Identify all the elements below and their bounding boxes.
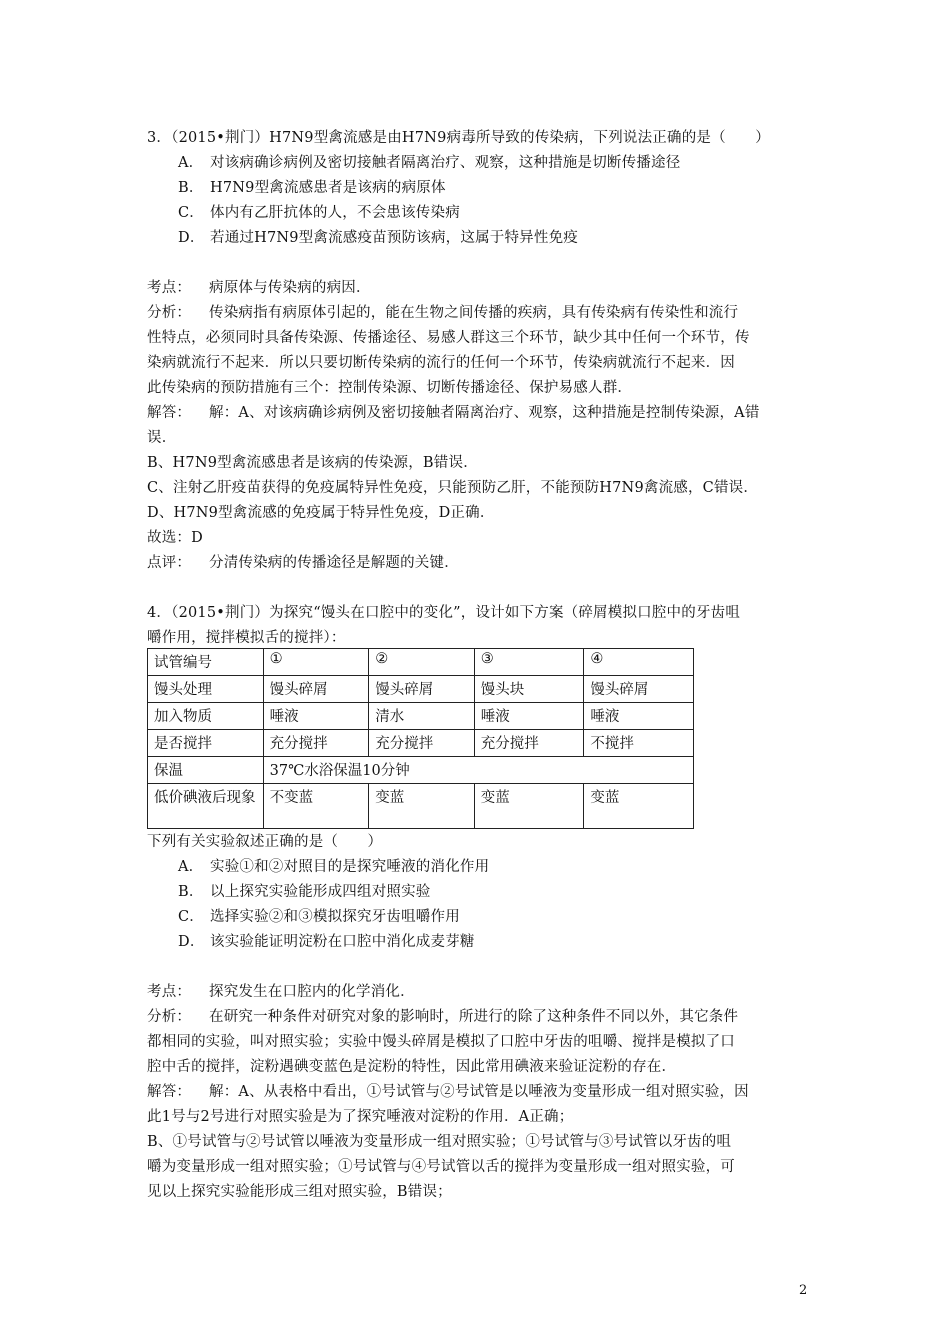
table-cell: 馒头碎屑 (369, 676, 475, 703)
kaodian-text: 探究发生在口腔内的化学消化． (209, 984, 415, 1000)
jieda-line: 解：A、对该病确诊病例及密切接触者隔离治疗、观察，这种措施是控制传染源，A错 (209, 405, 760, 421)
dianping-label: 点评： (147, 555, 192, 571)
jieda-line: 故选：D (147, 530, 203, 546)
table-cell: 充分搅拌 (369, 730, 475, 757)
fenxi-line: 传染病指有病原体引起的，能在生物之间传播的疾病，具有传染病有传染性和流行 (209, 305, 739, 321)
table-cell: 馒头块 (474, 676, 584, 703)
table-cell: ① (263, 649, 369, 676)
jieda-line: B、①号试管与②号试管以唾液为变量形成一组对照实验；①号试管与③号试管以牙齿的咀 (147, 1134, 732, 1150)
table-cell: 变蓝 (584, 784, 694, 829)
jieda-line: B、H7N9型禽流感患者是该病的传染源，B错误． (147, 455, 478, 471)
fenxi-line: 性特点，必须同时具备传染源、传播途径、易感人群这三个环节，缺少其中任何一个环节，传 (147, 330, 750, 346)
q3-option-c (178, 203, 460, 223)
option-label: D． (178, 934, 205, 950)
table-cell: 清水 (369, 703, 475, 730)
table-row (148, 784, 694, 829)
table-cell: 37℃水浴保温10分钟 (263, 757, 693, 784)
option-text: 以上探究实验能形成四组对照实验 (210, 884, 431, 900)
option-text: 对该病确诊病例及密切接触者隔离治疗、观察，这种措施是切断传播途径 (210, 155, 681, 171)
page-number: 2 (799, 1283, 808, 1298)
q4-stem: 嚼作用，搅拌模拟舌的搅拌）： (147, 630, 346, 646)
jieda-line: 误． (147, 430, 177, 446)
option-label: D． (178, 230, 205, 246)
jieda-line: 见以上探究实验能形成三组对照实验，B错误； (147, 1184, 452, 1200)
table-cell: 唾液 (584, 703, 694, 730)
option-label: C． (178, 205, 204, 221)
table-cell: 保温 (148, 757, 264, 784)
q4-kaodian (147, 982, 415, 1002)
option-text: 选择实验②和③模拟探究牙齿咀嚼作用 (210, 909, 460, 925)
q4-jieda (147, 1082, 749, 1102)
option-text: H7N9型禽流感患者是该病的病原体 (210, 180, 446, 196)
experiment-table (147, 648, 694, 829)
jieda-line: 此1号与2号进行对照实验是为了探究唾液对淀粉的作用．A正确； (147, 1109, 574, 1125)
fenxi-line: 都相同的实验，叫对照实验；实验中馒头碎屑是模拟了口腔中牙齿的咀嚼、搅拌是模拟了口 (147, 1034, 735, 1050)
table-cell: 是否搅拌 (148, 730, 264, 757)
option-label: B． (178, 180, 204, 196)
q4-option-b (178, 882, 431, 902)
table-cell: 不搅拌 (584, 730, 694, 757)
option-label: C． (178, 909, 204, 925)
q4-option-c (178, 907, 460, 927)
option-label: B． (178, 884, 204, 900)
table-cell: 馒头处理 (148, 676, 264, 703)
fenxi-line: 腔中舌的搅拌，淀粉遇碘变蓝色是淀粉的特性，因此常用碘液来验证淀粉的存在． (147, 1059, 677, 1075)
table-cell: 不变蓝 (263, 784, 369, 829)
option-text: 体内有乙肝抗体的人，不会患该传染病 (210, 205, 460, 221)
jieda-line: 嚼为变量形成一组对照实验；①号试管与④号试管以舌的搅拌为变量形成一组对照实验，可 (147, 1159, 735, 1175)
q4-option-a (178, 857, 489, 877)
table-cell: 变蓝 (369, 784, 475, 829)
table-cell: 唾液 (263, 703, 369, 730)
q3-stem: 3．（2015•荆门）H7N9型禽流感是由H7N9病毒所导致的传染病，下列说法正确的是（ ） (147, 130, 770, 146)
fenxi-label: 分析： (147, 305, 192, 321)
jieda-label: 解答： (147, 1084, 192, 1100)
jieda-label: 解答： (147, 405, 192, 421)
q3-dianping (147, 553, 459, 573)
q3-option-b (178, 178, 446, 198)
table-cell: 馒头碎屑 (584, 676, 694, 703)
jieda-line: 解：A、从表格中看出，①号试管与②号试管是以唾液为变量形成一组对照实验，因 (209, 1084, 749, 1100)
table-row (148, 730, 694, 757)
option-label: A． (178, 859, 204, 875)
table-cell: 充分搅拌 (263, 730, 369, 757)
table-cell: ② (369, 649, 475, 676)
option-text: 该实验能证明淀粉在口腔中消化成麦芽糖 (210, 934, 475, 950)
jieda-line: D、H7N9型禽流感的免疫属于特异性免疫，D正确． (147, 505, 495, 521)
table-row (148, 703, 694, 730)
fenxi-line: 在研究一种条件对研究对象的影响时，所进行的除了这种条件不同以外，其它条件 (209, 1009, 739, 1025)
kaodian-text: 病原体与传染病的病因． (209, 280, 371, 296)
table-cell: 馒头碎屑 (263, 676, 369, 703)
fenxi-label: 分析： (147, 1009, 192, 1025)
table-row (148, 757, 694, 784)
kaodian-label: 考点： (147, 280, 192, 296)
q3-option-d (178, 228, 578, 248)
option-text: 若通过H7N9型禽流感疫苗预防该病，这属于特异性免疫 (210, 230, 578, 246)
table-cell: ③ (474, 649, 584, 676)
table-cell: 变蓝 (474, 784, 584, 829)
q4-option-d (178, 932, 475, 952)
option-text: 实验①和②对照目的是探究唾液的消化作用 (210, 859, 490, 875)
q3-option-a (178, 153, 680, 173)
table-row (148, 676, 694, 703)
dianping-text: 分清传染病的传播途径是解题的关键． (209, 555, 459, 571)
q3-kaodian (147, 278, 371, 298)
q4-question: 下列有关实验叙述正确的是（ ） (147, 834, 383, 850)
option-label: A． (178, 155, 204, 171)
q3-fenxi (147, 303, 738, 323)
table-cell: 唾液 (474, 703, 584, 730)
table-cell: 低价碘液后现象 (148, 784, 264, 829)
kaodian-label: 考点： (147, 984, 192, 1000)
table-cell: ④ (584, 649, 694, 676)
table-cell: 加入物质 (148, 703, 264, 730)
jieda-line: C、注射乙肝疫苗获得的免疫属特异性免疫，只能预防乙肝，不能预防H7N9禽流感，C错误． (147, 480, 759, 496)
q4-fenxi (147, 1007, 738, 1027)
fenxi-line: 染病就流行不起来．所以只要切断传染病的流行的任何一个环节，传染病就流行不起来．因 (147, 355, 735, 371)
table-cell: 充分搅拌 (474, 730, 584, 757)
table-row (148, 649, 694, 676)
table-cell: 试管编号 (148, 649, 264, 676)
fenxi-line: 此传染病的预防措施有三个：控制传染源、切断传播途径、保护易感人群． (147, 380, 633, 396)
q4-stem: 4．（2015•荆门）为探究“馒头在口腔中的变化”，设计如下方案（碎屑模拟口腔中的牙齿咀 (147, 605, 741, 621)
q3-jieda (147, 403, 760, 423)
